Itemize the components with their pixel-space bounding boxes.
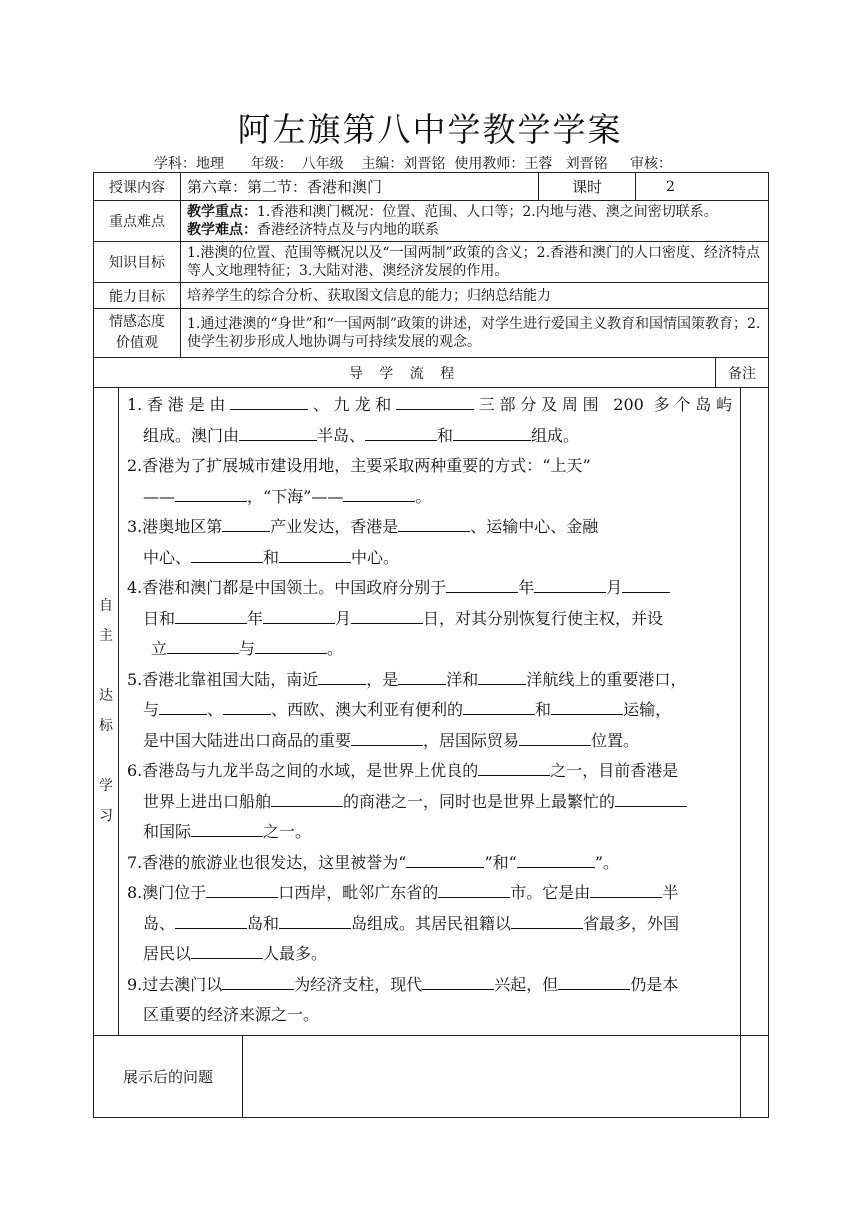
blank-field[interactable] [255, 637, 327, 654]
question-text: 月 [606, 578, 623, 597]
blank-field[interactable] [534, 576, 606, 593]
question-text: 4.香港和澳门都是中国领土。中国政府分别于 [127, 578, 447, 597]
question-text: 为经济支柱，现代 [294, 974, 423, 994]
question-text: 和 [535, 700, 552, 719]
side-char: 标 [99, 718, 113, 735]
emotion-label-2: 价值观 [116, 335, 158, 351]
question-text: 组成。 [531, 425, 580, 445]
meta-editor: 主编：刘晋铭 [361, 156, 446, 172]
question-text: 运输， [623, 700, 672, 719]
blank-field[interactable] [191, 942, 263, 959]
blank-field[interactable] [365, 424, 437, 441]
question-text: 组成。澳门由 [143, 425, 240, 445]
question-text: 9.过去澳门以 [127, 974, 223, 994]
question-4-line-3 [127, 634, 732, 665]
question-text: 世界上进出口船舶 [143, 791, 272, 811]
difficulty-label: 教学难点： [187, 222, 257, 238]
question-3-line-2 [127, 543, 732, 574]
blank-field[interactable] [279, 546, 351, 563]
question-text: 岛组成。其居民祖籍以 [351, 913, 512, 933]
question-9-line-1 [127, 970, 732, 1001]
side-char: 自 [99, 598, 113, 615]
question-text: 省最多，外国 [583, 913, 680, 933]
question-text: 中心。 [351, 547, 400, 567]
question-text: 2.香港为了扩展城市建设用地，主要采取两种重要的方式：“上天” [127, 456, 591, 475]
flow-label: 导 学 流 程 [94, 358, 716, 388]
question-text: 月 [335, 608, 352, 628]
question-text: 人最多。 [263, 944, 328, 963]
question-text: 1.香港是由 [127, 395, 231, 414]
blank-field[interactable] [590, 881, 662, 898]
question-text: 、九龙和 [308, 395, 397, 414]
question-text: —— [143, 486, 175, 506]
blank-field[interactable] [175, 912, 247, 929]
question-text: 、 [207, 700, 224, 719]
meta-line [154, 153, 672, 173]
side-char: 习 [99, 808, 113, 825]
knowledge-text: 1.港澳的位置、范围等概况以及“一国两制”政策的含义；2.香港和澳门的人口密度、经济特点等人文地理特征；3.大陆对港、澳经济发展的作用。 [181, 242, 769, 283]
blank-field[interactable] [438, 881, 510, 898]
blank-field[interactable] [206, 881, 278, 898]
question-1-line-1 [127, 390, 732, 421]
side-char: 主 [99, 628, 113, 645]
question-text: 市。它是由 [510, 883, 591, 902]
question-text: 年 [247, 608, 264, 628]
blank-field[interactable] [159, 698, 207, 715]
blank-field[interactable] [551, 698, 623, 715]
side-label [94, 388, 119, 1036]
question-text: 洋航线上的重要港口， [526, 669, 687, 689]
meta-subject: 学科：地理 [154, 156, 224, 172]
emotion-label-1: 情感态度 [109, 314, 165, 330]
side-char: 达 [99, 688, 113, 705]
question-text: 三部分及周围 200 多个岛屿 [474, 395, 732, 414]
flow-content [119, 388, 741, 1036]
blank-field[interactable] [318, 668, 366, 685]
question-text: 中心、 [143, 547, 192, 567]
question-text: 年 [518, 578, 535, 597]
question-text: 和国际 [143, 822, 192, 841]
problem-label: 展示后的问题 [94, 1035, 243, 1117]
blank-field[interactable] [615, 790, 687, 807]
ability-text: 培养学生的综合分析、获取图文信息的能力；归纳总结能力 [181, 283, 769, 309]
lesson-label: 授课内容 [94, 173, 181, 201]
period-value: 2 [636, 173, 769, 201]
blank-field[interactable] [263, 607, 335, 624]
question-2-line-2 [127, 482, 732, 513]
emotion-text: 1.通过港澳的“身世”和“一国两制”政策的讲述，对学生进行爱国主义教育和国情国策教育；2.使学生初步形成人地协调与可持续发展的观念。 [181, 309, 769, 358]
question-text: 口西岸，毗邻广东省的 [278, 883, 439, 902]
question-text: 。 [327, 639, 344, 658]
question-text: 之一。 [263, 822, 312, 841]
question-text: 和 [263, 547, 280, 567]
question-text: 5.香港北靠祖国大陆，南近 [127, 669, 319, 689]
question-6-line-3 [127, 817, 732, 848]
problem-cell[interactable] [243, 1035, 741, 1117]
knowledge-label: 知识目标 [94, 242, 181, 283]
question-2-line-1 [127, 451, 732, 482]
blank-field[interactable] [175, 607, 247, 624]
question-text: 居民以 [143, 944, 192, 963]
key-content [181, 201, 769, 242]
question-text: 岛、 [143, 913, 176, 933]
question-text: 半岛、 [317, 425, 366, 445]
question-text: 的商港之一，同时也是世界上最繁忙的 [343, 791, 616, 811]
question-text: 和 [437, 425, 454, 445]
ability-label: 能力目标 [94, 283, 181, 309]
blank-field[interactable] [478, 668, 526, 685]
blank-field[interactable] [230, 393, 308, 410]
question-text: 位置。 [591, 730, 640, 750]
blank-field[interactable] [511, 912, 583, 929]
question-text: ，“下海”—— [247, 486, 344, 506]
question-text: 、西欧、澳大利亚有便利的 [271, 700, 464, 719]
question-text: 洋和 [446, 669, 479, 689]
blank-field[interactable] [446, 576, 518, 593]
question-text: 、运输中心、金融 [470, 517, 599, 536]
question-8-line-2 [127, 909, 732, 940]
note-label: 备注 [716, 358, 769, 388]
question-5-line-2 [127, 695, 732, 726]
blank-field[interactable] [396, 393, 474, 410]
blank-field[interactable] [519, 729, 591, 746]
lesson-value: 第六章：第二节：香港和澳门 [181, 173, 539, 201]
blank-field[interactable] [351, 729, 423, 746]
blank-field[interactable] [175, 485, 247, 502]
blank-field[interactable] [406, 851, 484, 868]
blank-field[interactable] [343, 485, 415, 502]
question-text: ，是 [366, 669, 399, 689]
blank-field[interactable] [271, 790, 343, 807]
blank-field[interactable] [463, 698, 535, 715]
question-text: 与 [239, 639, 256, 658]
question-text: 之一，目前香港是 [550, 761, 679, 780]
question-text: 与 [143, 700, 160, 719]
blank-field[interactable] [398, 668, 446, 685]
blank-field[interactable] [517, 851, 595, 868]
blank-field[interactable] [279, 912, 351, 929]
question-6-line-1 [127, 756, 732, 787]
blank-field[interactable] [478, 759, 550, 776]
question-text: 兴起，但 [494, 974, 559, 994]
blank-field[interactable] [351, 607, 423, 624]
question-text: 区重要的经济来源之一。 [143, 1005, 320, 1024]
blank-field[interactable] [222, 515, 270, 532]
blank-field[interactable] [223, 698, 271, 715]
key-point-text: 1.香港和澳门概况：位置、范围、人口等；2.内地与港、澳之间密切联系。 [257, 204, 718, 220]
meta-grade: 年级： 八年级 [250, 156, 344, 172]
question-text: 是中国大陆进出口商品的重要 [143, 730, 352, 750]
period-label: 课时 [539, 173, 636, 201]
question-text: 日和 [143, 608, 176, 628]
question-text: 6.香港岛与九龙半岛之间的水域，是世界上优良的 [127, 761, 479, 780]
question-text: ，居国际贸易 [423, 730, 520, 750]
question-text: 岛和 [247, 913, 280, 933]
question-8-line-3 [127, 939, 732, 970]
key-label: 重点难点 [94, 201, 181, 242]
blank-field[interactable] [191, 820, 263, 837]
notes-cell[interactable] [741, 388, 769, 1036]
side-char: 学 [99, 778, 113, 795]
difficulty-text: 香港经济特点及与内地的联系 [257, 222, 439, 238]
question-text: 3.港奥地区第 [127, 517, 223, 536]
question-8-line-1 [127, 878, 732, 909]
page-title: 阿左旗第八中学教学学案 [237, 110, 623, 149]
question-text: 立 [151, 639, 168, 658]
question-1-line-2 [127, 421, 732, 452]
question-text: 半 [662, 883, 679, 902]
blank-field[interactable] [239, 424, 317, 441]
question-text: ”。 [594, 852, 620, 872]
meta-review: 审核： [629, 156, 672, 172]
question-9-line-2 [127, 1000, 732, 1031]
question-text: 7.香港的旅游业也很发达，这里被誉为“ [127, 852, 407, 872]
question-6-line-2 [127, 787, 732, 818]
blank-field[interactable] [622, 576, 670, 593]
key-point-label: 教学重点： [187, 204, 257, 220]
blank-field[interactable] [191, 546, 263, 563]
blank-field[interactable] [422, 973, 494, 990]
question-5-line-3 [127, 726, 732, 757]
question-text: ”和“ [484, 852, 517, 872]
blank-field[interactable] [398, 515, 470, 532]
question-4-line-2 [127, 604, 732, 635]
question-text: 日，对其分别恢复行使主权，并设 [423, 608, 664, 628]
emotion-label [94, 309, 181, 358]
question-text: 8.澳门位于 [127, 883, 207, 902]
blank-field[interactable] [558, 973, 630, 990]
question-5-line-1 [127, 665, 732, 696]
blank-field[interactable] [167, 637, 239, 654]
blank-field[interactable] [222, 973, 294, 990]
blank-field[interactable] [453, 424, 531, 441]
question-4-line-1 [127, 573, 732, 604]
question-list [127, 390, 732, 1031]
lesson-plan-table [93, 172, 769, 1118]
question-3-line-1 [127, 512, 732, 543]
question-text: 。 [415, 486, 432, 506]
question-7 [127, 848, 732, 879]
meta-teachers: 使用教师：王蓉 刘晋铭 [454, 156, 608, 172]
question-text: 仍是本 [630, 974, 679, 994]
problem-notes-cell[interactable] [741, 1035, 769, 1117]
question-text: 产业发达，香港是 [270, 517, 399, 536]
